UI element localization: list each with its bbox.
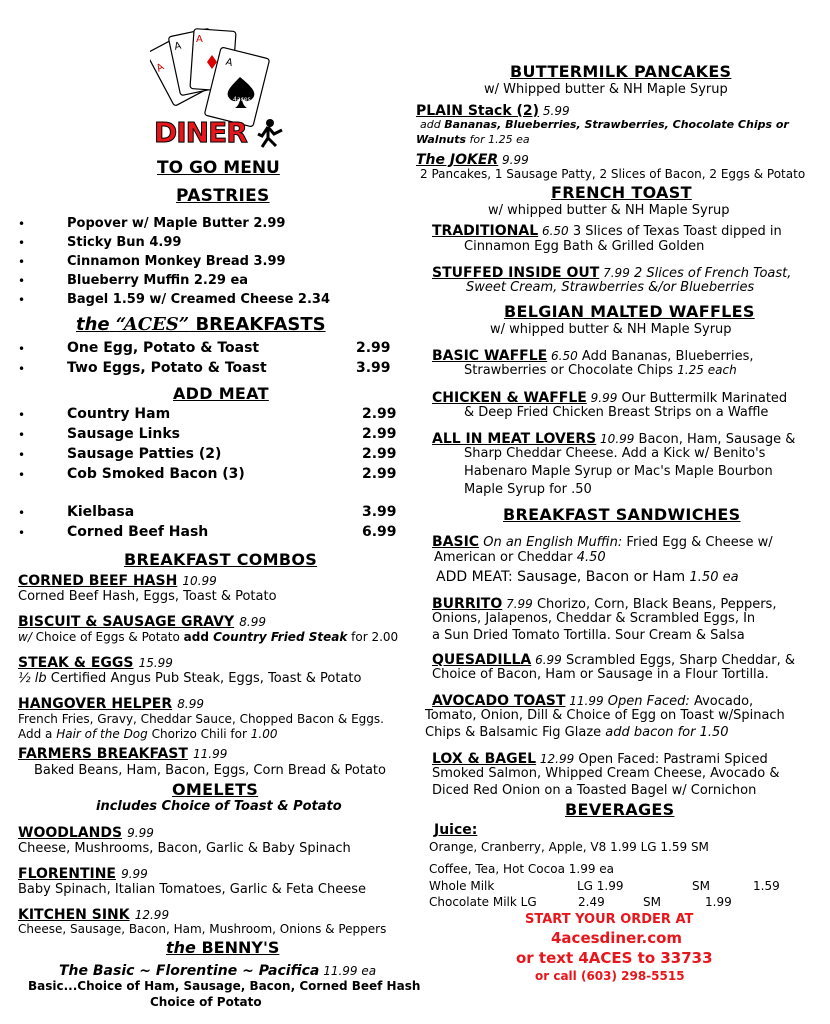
list-item: One Egg, Potato & Toast	[67, 340, 260, 356]
combo-hangover-helper: HANGOVER HELPER 8.99	[18, 696, 204, 712]
combo-desc: Baked Beans, Ham, Bacon, Eggs, Corn Bread & Potato	[34, 763, 386, 778]
list-item: Sausage Patties (2)	[67, 446, 222, 462]
sandwich-desc: American or Cheddar 4.50	[434, 550, 606, 565]
combo-farmers-breakfast: FARMERS BREAKFAST 11.99	[18, 746, 228, 762]
price: 2.99	[356, 340, 391, 356]
list-item: Country Ham	[67, 406, 171, 422]
list-item: Sausage Links	[67, 426, 180, 442]
sandwich-desc: Tomato, Onion, Dill & Choice of Egg on Toast w/Spinach	[425, 708, 785, 723]
pancakes-subheading: w/ Whipped butter & NH Maple Syrup	[484, 82, 728, 97]
bullet: •	[18, 236, 26, 250]
sandwich-quesadilla: QUESADILLA 6.99 Scrambled Eggs, Sharp Cheddar, &	[432, 652, 796, 668]
svg-text:4aces: 4aces	[233, 96, 251, 103]
chocolate-milk-lg: 2.49	[578, 895, 605, 909]
price: 3.99	[356, 360, 391, 376]
logo-wordmark: DINER	[154, 116, 284, 150]
bennys-desc: Basic...Choice of Ham, Sausage, Bacon, Corned Beef Hash	[28, 979, 421, 993]
combo-desc: w/ Choice of Eggs & Potato add Country Fried Steak for 2.00	[18, 630, 399, 644]
pastries-heading: PASTRIES	[176, 186, 270, 206]
order-phone-line: or call (603) 298-5515	[535, 969, 685, 983]
sandwich-burrito: BURRITO 7.99 Chorizo, Corn, Black Beans, Peppers,	[432, 596, 777, 612]
aces-breakfasts-heading: the “ACES” BREAKFASTS	[76, 314, 326, 335]
french-toast-desc: Sweet Cream, Strawberries &/or Blueberries	[466, 280, 755, 295]
bullet: •	[18, 468, 26, 482]
bennys-heading: the BENNY'S	[166, 938, 280, 957]
bullet: •	[18, 448, 26, 462]
omelet-desc: Cheese, Sausage, Bacon, Ham, Mushroom, Onions & Peppers	[18, 922, 387, 936]
milk-sm-price: 1.59	[753, 879, 780, 893]
list-item: Cob Smoked Bacon (3)	[67, 466, 245, 482]
list-item: Corned Beef Hash	[67, 524, 209, 540]
sandwich-lox-bagel: LOX & BAGEL 12.99 Open Faced: Pastrami Spiced	[432, 751, 768, 767]
chocolate-milk-sm: SM	[643, 895, 661, 909]
french-toast-heading: FRENCH TOAST	[551, 183, 692, 202]
sandwich-desc: Onions, Jalapenos, Cheddar & Scrambled Eggs, In	[432, 611, 756, 626]
beverages-heading: BEVERAGES	[565, 800, 675, 819]
list-item: Two Eggs, Potato & Toast	[67, 360, 267, 376]
order-line: START YOUR ORDER AT	[525, 912, 694, 927]
french-toast-desc: Cinnamon Egg Bath & Grilled Golden	[464, 239, 705, 254]
list-item: Blueberry Muffin 2.29 ea	[67, 273, 249, 288]
sandwich-desc: Smoked Salmon, Whipped Cream Cheese, Avocado &	[432, 766, 780, 781]
sandwich-avocado-toast: AVOCADO TOAST 11.99 Open Faced: Avocado,	[432, 693, 754, 709]
waffle-desc: Maple Syrup for .50	[464, 482, 592, 497]
list-item: Sticky Bun 4.99	[67, 235, 182, 250]
list-item: Cinnamon Monkey Bread 3.99	[67, 254, 286, 269]
svg-text:A: A	[224, 56, 234, 70]
sandwich-desc: Chips & Balsamic Fig Glaze add bacon for 1.50	[425, 725, 729, 740]
bullet: •	[18, 293, 26, 307]
milk-sm: SM	[692, 879, 710, 893]
pancakes-joker: The JOKER 9.99	[416, 152, 529, 168]
omelet-florentine: FLORENTINE 9.99	[18, 866, 148, 882]
breakfast-combos-heading: BREAKFAST COMBOS	[124, 550, 318, 569]
svg-text:A: A	[196, 34, 203, 45]
waffle-desc: Strawberries or Chocolate Chips 1.25 each	[464, 363, 737, 378]
price: 2.99	[362, 426, 397, 442]
chocolate-milk-name: Chocolate Milk LG	[429, 895, 537, 909]
bullet: •	[18, 362, 26, 376]
belgian-waffles-heading: BELGIAN MALTED WAFFLES	[504, 302, 755, 321]
sandwich-desc: a Sun Dried Tomato Tortilla. Sour Cream & Salsa	[432, 628, 745, 643]
price: 2.99	[362, 466, 397, 482]
order-website-link[interactable]: 4acesdiner.com	[551, 929, 683, 947]
sandwich-desc: ADD MEAT: Sausage, Bacon or Ham 1.50 ea	[436, 569, 739, 585]
french-toast-stuffed: STUFFED INSIDE OUT 7.99 2 Slices of French Toast,	[432, 265, 792, 281]
combo-desc: Corned Beef Hash, Eggs, Toast & Potato	[18, 589, 277, 604]
running-figure-icon	[256, 118, 284, 148]
french-toast-traditional: TRADITIONAL 6.50 3 Slices of Texas Toast dipped in	[432, 223, 782, 239]
list-item: Popover w/ Maple Butter 2.99	[67, 216, 286, 231]
bullet: •	[18, 342, 26, 356]
juice-line: Orange, Cranberry, Apple, V8 1.99 LG 1.59 SM	[429, 840, 709, 854]
omelets-subheading: includes Choice of Toast & Potato	[96, 799, 342, 814]
sandwich-basic: BASIC On an English Muffin: Fried Egg & Cheese w/	[432, 534, 773, 550]
waffle-all-in-meat-lovers: ALL IN MEAT LOVERS 10.99 Bacon, Ham, Sausage &	[432, 431, 796, 447]
bullet: •	[18, 408, 26, 422]
combo-desc: French Fries, Gravy, Cheddar Sauce, Chopped Bacon & Eggs.	[18, 712, 384, 726]
bullet: •	[18, 217, 26, 231]
breakfast-sandwiches-heading: BREAKFAST SANDWICHES	[503, 505, 741, 524]
combo-desc: Add a Hair of the Dog Chorizo Chili for 1.00	[18, 727, 278, 741]
milk-lg: LG 1.99	[577, 879, 624, 893]
omelet-kitchen-sink: KITCHEN SINK 12.99	[18, 907, 170, 923]
add-meat-heading: ADD MEAT	[173, 384, 269, 403]
svg-text:A: A	[173, 40, 183, 53]
pancakes-desc: add Bananas, Blueberries, Strawberries, Chocolate Chips or	[420, 118, 789, 131]
bennys-desc: Choice of Potato	[150, 995, 262, 1009]
omelets-heading: OMELETS	[172, 780, 259, 799]
bullet: •	[18, 428, 26, 442]
combo-steak-eggs: STEAK & EGGS 15.99	[18, 655, 173, 671]
coffee-line: Coffee, Tea, Hot Cocoa 1.99 ea	[429, 862, 615, 876]
omelet-woodlands: WOODLANDS 9.99	[18, 825, 154, 841]
waffle-chicken: CHICKEN & WAFFLE 9.99 Our Buttermilk Marinated	[432, 390, 788, 406]
joker-desc: 2 Pancakes, 1 Sausage Patty, 2 Slices of Bacon, 2 Eggs & Potato	[420, 167, 806, 181]
list-item: Kielbasa	[67, 504, 135, 520]
list-item: Bagel 1.59 w/ Creamed Cheese 2.34	[67, 292, 330, 307]
to-go-menu-title: TO GO MENU	[157, 158, 280, 178]
sandwich-desc: Choice of Bacon, Ham or Sausage in a Flour Tortilla.	[432, 667, 769, 682]
waffle-desc: Habenaro Maple Syrup or Mac's Maple Bourbon	[464, 464, 773, 479]
combo-biscuit-gravy: BISCUIT & SAUSAGE GRAVY 8.99	[18, 614, 266, 630]
milk-name: Whole Milk	[429, 879, 495, 893]
combo-desc: ½ lb Certified Angus Pub Steak, Eggs, Toast & Potato	[18, 671, 362, 686]
omelet-desc: Baby Spinach, Italian Tomatoes, Garlic & Feta Cheese	[18, 882, 366, 897]
order-text-line: or text 4ACES to 33733	[516, 949, 713, 967]
waffle-desc: & Deep Fried Chicken Breast Strips on a Waffle	[464, 405, 769, 420]
bullet: •	[18, 274, 26, 288]
chocolate-milk-sm-price: 1.99	[705, 895, 732, 909]
combo-corned-beef-hash: CORNED BEEF HASH 10.99	[18, 573, 217, 589]
waffles-subheading: w/ whipped butter & NH Maple Syrup	[490, 322, 732, 337]
pancakes-plain: PLAIN Stack (2) 5.99	[416, 103, 570, 119]
juice-label: Juice:	[434, 822, 478, 838]
price: 6.99	[362, 524, 397, 540]
svg-text:A: A	[154, 61, 166, 75]
bullet: •	[18, 255, 26, 269]
waffle-desc: Sharp Cheddar Cheese. Add a Kick w/ Benito's	[464, 446, 766, 461]
french-toast-subheading: w/ whipped butter & NH Maple Syrup	[488, 203, 730, 218]
omelet-desc: Cheese, Mushrooms, Bacon, Garlic & Baby Spinach	[18, 841, 351, 856]
bullet: •	[18, 506, 26, 520]
bullet: •	[18, 526, 26, 540]
sandwich-desc: Diced Red Onion on a Toasted Bagel w/ Cornichon	[432, 783, 757, 798]
price: 2.99	[362, 446, 397, 462]
pancakes-desc: Walnuts for 1.25 ea	[416, 133, 530, 146]
waffle-basic: BASIC WAFFLE 6.50 Add Bananas, Blueberries,	[432, 348, 754, 364]
price: 2.99	[362, 406, 397, 422]
buttermilk-pancakes-heading: BUTTERMILK PANCAKES	[510, 62, 732, 81]
bennys-line: The Basic ~ Florentine ~ Pacifica 11.99 ea	[59, 963, 377, 979]
price: 3.99	[362, 504, 397, 520]
